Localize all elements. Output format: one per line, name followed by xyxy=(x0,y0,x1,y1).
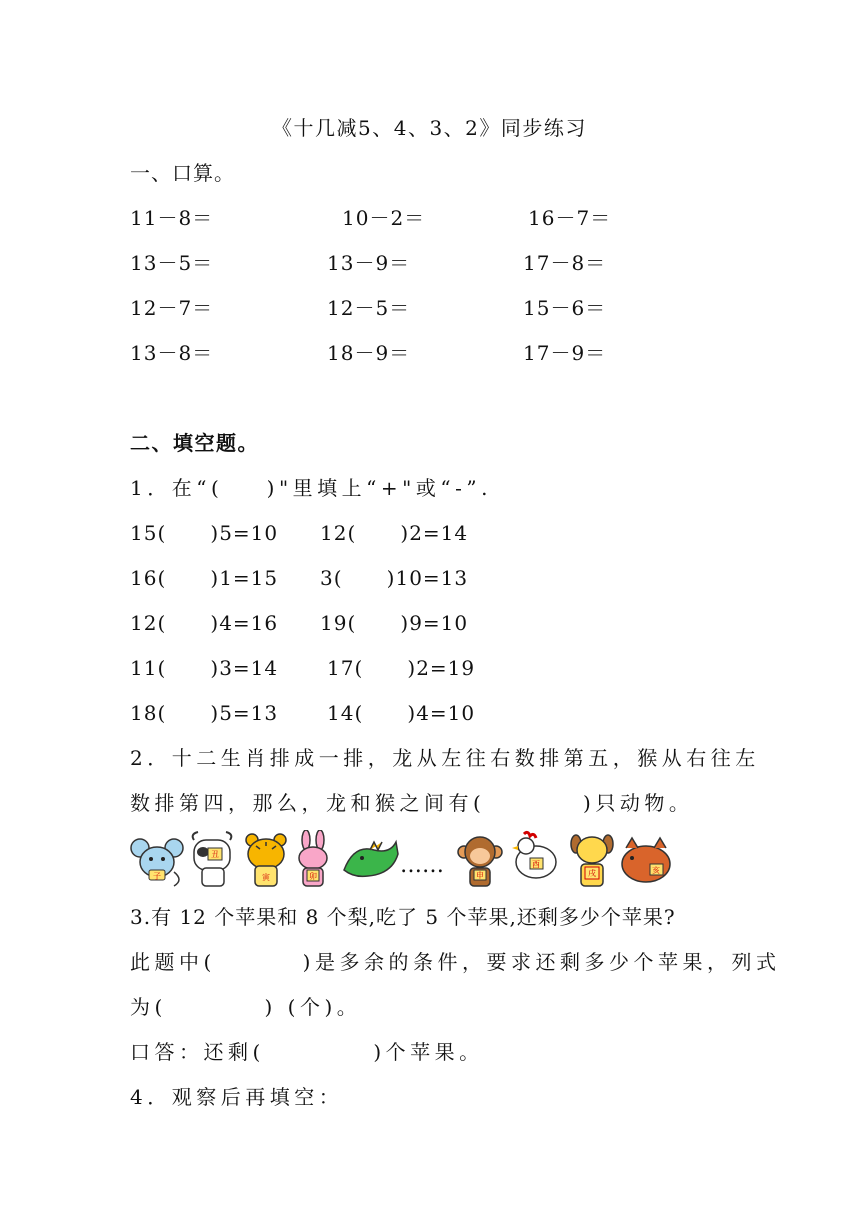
monkey-icon xyxy=(458,837,502,886)
calc-item: 13－8＝ xyxy=(130,341,214,365)
question-3-line-2: 此题中( )是多余的条件，要求还剩多少个苹果，列式 xyxy=(130,950,781,974)
sign-fill-item: 15( )5=10 xyxy=(130,521,279,545)
zodiac-badge: 子 xyxy=(153,872,161,881)
zodiac-badge: 卯 xyxy=(309,872,317,881)
sign-fill-item: 16( )1=15 xyxy=(130,566,279,590)
calc-item: 12－5＝ xyxy=(327,296,411,320)
sign-fill-item: 17( )2=19 xyxy=(327,656,476,680)
dragon-icon xyxy=(344,842,398,876)
zodiac-badge: 丑 xyxy=(211,850,219,859)
zodiac-animals-illustration xyxy=(130,830,675,890)
calc-item: 11－8＝ xyxy=(130,206,214,230)
sign-fill-item: 14( )4=10 xyxy=(327,701,476,725)
question-1-prompt: 1．在“( )"里填上“+"或“-”. xyxy=(130,476,492,500)
calc-item: 16－7＝ xyxy=(528,206,612,230)
pig-icon xyxy=(622,838,670,882)
zodiac-badge: 酉 xyxy=(532,860,540,869)
sign-fill-item: 12( )2=14 xyxy=(320,521,469,545)
sign-fill-item: 19( )9=10 xyxy=(320,611,469,635)
ox-icon xyxy=(193,832,232,886)
question-2-line-2: 数排第四，那么，龙和猴之间有( )只动物。 xyxy=(130,791,694,815)
calc-item: 12－7＝ xyxy=(130,296,214,320)
calc-item: 10－2＝ xyxy=(342,206,426,230)
section-2-heading: 二、填空题。 xyxy=(130,431,259,455)
rooster-icon xyxy=(512,832,556,878)
page-title: 《十几减5、4、3、2》同步练习 xyxy=(272,116,587,140)
rat-icon xyxy=(131,839,183,886)
section-1-heading: 一、口算。 xyxy=(130,161,235,185)
calc-item: 17－8＝ xyxy=(523,251,607,275)
tiger-icon xyxy=(246,834,286,886)
zodiac-badge: 申 xyxy=(476,871,484,880)
zodiac-badge: 亥 xyxy=(652,866,660,875)
question-4-prompt: 4．观察后再填空： xyxy=(130,1085,344,1109)
zodiac-badge: 戌 xyxy=(588,869,596,878)
question-3-line-3: 为( ) (个)。 xyxy=(130,995,362,1019)
calc-item: 13－5＝ xyxy=(130,251,214,275)
sign-fill-item: 18( )5=13 xyxy=(130,701,279,725)
rabbit-icon xyxy=(299,830,327,886)
calc-item: 15－6＝ xyxy=(523,296,607,320)
zodiac-badge: 寅 xyxy=(262,873,270,882)
dog-icon xyxy=(571,835,613,886)
question-2-line-1: 2．十二生肖排成一排，龙从左往右数排第五，猴从右往左 xyxy=(130,746,760,770)
calc-item: 18－9＝ xyxy=(327,341,411,365)
sign-fill-item: 12( )4=16 xyxy=(130,611,279,635)
calc-item: 17－9＝ xyxy=(523,341,607,365)
sign-fill-item: 11( )3=14 xyxy=(130,656,279,680)
sign-fill-item: 3( )10=13 xyxy=(320,566,469,590)
calc-item: 13－9＝ xyxy=(327,251,411,275)
ellipsis: …… xyxy=(400,853,444,878)
question-3-line-1: 3.有 12 个苹果和 8 个梨,吃了 5 个苹果,还剩多少个苹果? xyxy=(130,905,676,929)
question-3-answer: 口答：还剩( )个苹果。 xyxy=(130,1040,484,1064)
